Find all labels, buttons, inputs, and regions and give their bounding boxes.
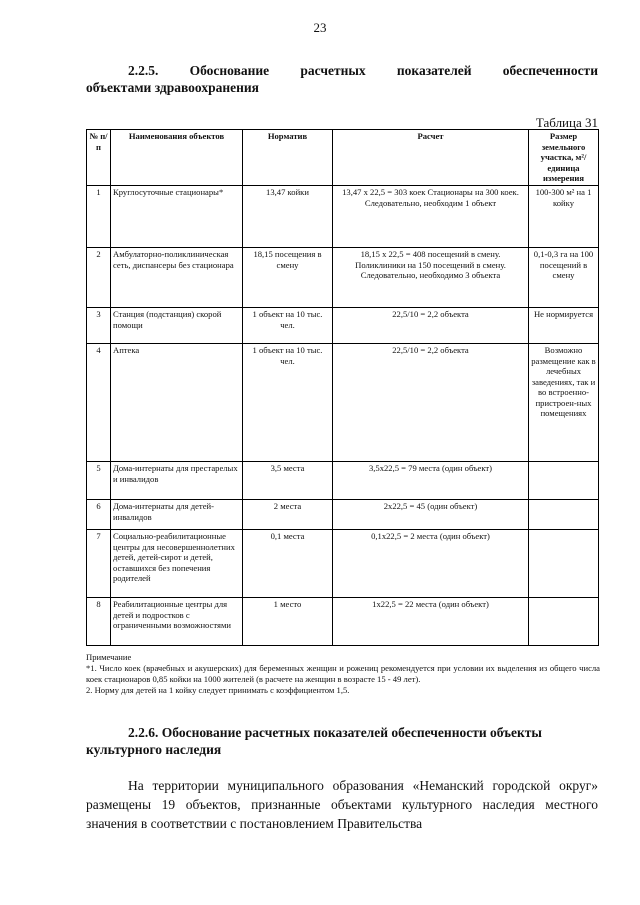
cell-norm: 2 места [243,500,333,530]
cell-calc: 3,5х22,5 = 79 места (один объект) [333,462,529,500]
cell-num: 6 [87,500,111,530]
section-heading-health [86,62,598,96]
section-heading-line1 [86,62,598,79]
health-facilities-table [86,129,599,646]
body-paragraph: На территории муниципального образования «Неманский городской округ» размещены 19 объектов, признанные объектами культурного наследия местного значения в соответствии с постановлением Правительства [86,778,598,831]
cell-num: 2 [87,248,111,308]
cell-name: Реабилитационные центры для детей и подростков с ограниченными возможностями [111,598,243,646]
table-row [87,530,599,598]
heading-word: расчетных [300,63,366,78]
cell-size: 0,1-0,3 га на 100 посещений в смену [529,248,599,308]
table-row [87,462,599,500]
cell-norm: 1 объект на 10 тыс. чел. [243,308,333,344]
cell-calc: 22,5/10 = 2,2 объекта [333,344,529,462]
header-name: Наименования объектов [111,130,243,186]
cell-num: 8 [87,598,111,646]
heading-word: 2.2.5. [128,63,159,78]
cell-num: 7 [87,530,111,598]
heading-word: Обоснование [189,63,270,78]
section-heading-line2: объектами здравоохранения [86,80,259,95]
cell-size: 100-300 м² на 1 койку [529,186,599,248]
cell-size [529,598,599,646]
note-1: *1. Число коек (врачебных и акушерских) для беременных женщин и рожениц рекомендуется при условии их выделения из общего числа коек стационаров 0,85 койки на 1000 жителей (в расчете на женщин в возрасте 15 - 49 лет). [86,663,600,684]
cell-calc: 1х22,5 = 22 места (один объект) [333,598,529,646]
table-row [87,500,599,530]
header-num: № п/п [87,130,111,186]
cell-calc: 18,15 х 22,5 = 408 посещений в смену. Поликлиники на 150 посещений в смену. Следовательно, необходимо 3 объекта [333,248,529,308]
table-notes [86,652,600,696]
notes-title: Примечание [86,652,132,662]
header-calc: Расчет [333,130,529,186]
cell-norm: 1 объект на 10 тыс. чел. [243,344,333,462]
cell-size: Не нормируется [529,308,599,344]
cell-name: Станция (подстанция) скорой помощи [111,308,243,344]
table-row [87,186,599,248]
table-caption: Таблица 31 [535,115,598,130]
cell-size: Возможно размещение как в лечебных заведениях, так и во встроенно-пристроен-ных помещениях [529,344,599,462]
heading-word: показателей [396,63,472,78]
note-2: 2. Норму для детей на 1 койку следует принимать с коэффициентом 1,5. [86,685,350,695]
cell-name: Аптека [111,344,243,462]
cell-num: 3 [87,308,111,344]
cell-name: Дома-интернаты для престарелых и инвалидов [111,462,243,500]
cell-calc: 22,5/10 = 2,2 объекта [333,308,529,344]
section-heading-culture [86,724,598,758]
cell-name: Дома-интернаты для детей-инвалидов [111,500,243,530]
cell-name: Круглосуточные стационары* [111,186,243,248]
table-row [87,344,599,462]
cell-num: 1 [87,186,111,248]
cell-norm: 1 место [243,598,333,646]
header-norm: Норматив [243,130,333,186]
cell-size [529,462,599,500]
cell-name: Амбулаторно-поликлиническая сеть, диспансеры без стационара [111,248,243,308]
page-number: 23 [313,20,327,35]
table-row [87,248,599,308]
cell-calc: 13,47 х 22,5 = 303 коек Стационары на 300 коек. Следовательно, необходим 1 объект [333,186,529,248]
cell-norm: 3,5 места [243,462,333,500]
header-size: Размер земельного участка, м²/ единица измерения [529,130,599,186]
section2-heading-line2: культурного наследия [86,742,222,757]
section2-heading-line1: 2.2.6. Обоснование расчетных показателей обеспеченности объекты [128,725,542,740]
table-row [87,308,599,344]
cell-num: 5 [87,462,111,500]
table-header-row [87,130,599,186]
cell-norm: 13,47 койки [243,186,333,248]
table-row [87,598,599,646]
cell-size [529,500,599,530]
cell-calc: 0,1х22,5 = 2 места (один объект) [333,530,529,598]
cell-name: Социально-реабилитационные центры для несовершеннолетних детей, детей-сирот и детей, оставшихся без попечения родителей [111,530,243,598]
cell-num: 4 [87,344,111,462]
cell-norm: 0,1 места [243,530,333,598]
cell-size [529,530,599,598]
cell-norm: 18,15 посещения в смену [243,248,333,308]
cell-calc: 2х22,5 = 45 (один объект) [333,500,529,530]
heading-word: обеспеченности [502,63,598,78]
